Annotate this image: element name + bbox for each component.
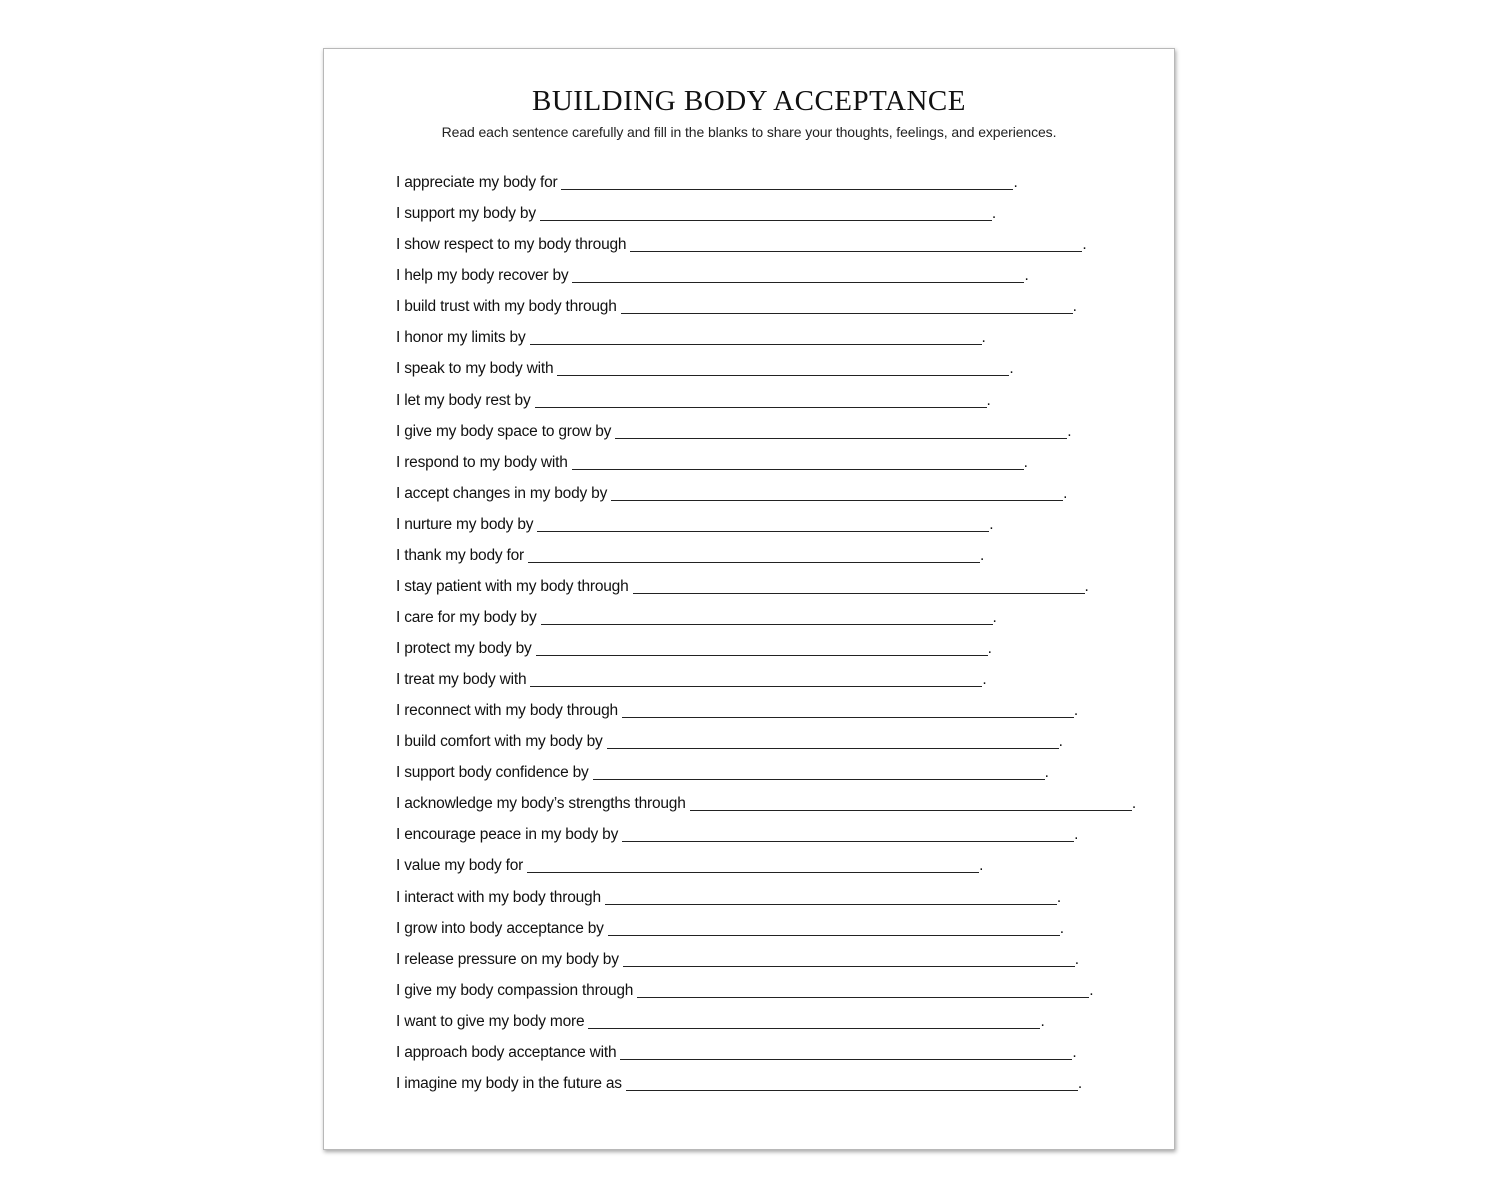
prompt-row [396, 909, 1136, 940]
fill-in-blank[interactable] [626, 1072, 1078, 1091]
period-mark: . [987, 640, 992, 657]
fill-in-blank[interactable] [527, 854, 979, 873]
prompt-row [396, 1002, 1136, 1033]
period-mark: . [981, 329, 986, 347]
prompt-label: I treat my body with [396, 671, 527, 689]
prompt-label: I value my body for [396, 857, 524, 875]
period-mark: . [1059, 919, 1064, 937]
period-mark: . [1013, 174, 1018, 192]
fill-in-blank[interactable] [607, 730, 1059, 749]
prompt-row [396, 1064, 1136, 1095]
prompt-row [396, 660, 1136, 691]
period-mark: . [1040, 1012, 1045, 1030]
prompt-row [396, 877, 1136, 908]
fill-in-blank[interactable] [633, 575, 1085, 594]
prompt-label: I want to give my body more [396, 1012, 585, 1030]
prompt-label: I give my body compassion through [396, 981, 634, 999]
prompt-label: I reconnect with my body through [396, 702, 618, 720]
fill-in-blank[interactable] [623, 948, 1075, 967]
prompt-label: I acknowledge my body’s strengths through [396, 795, 686, 813]
prompt-label: I protect my body by [396, 640, 532, 657]
prompt-row [396, 691, 1136, 722]
prompt-label: I build comfort with my body by [396, 733, 603, 751]
prompt-row [396, 349, 1136, 380]
prompt-label: I accept changes in my body by [396, 484, 608, 502]
prompt-label: I release pressure on my body by [396, 950, 619, 968]
prompt-row [396, 474, 1136, 505]
prompt-row [396, 287, 1136, 318]
period-mark: . [1074, 826, 1079, 844]
fill-in-blank[interactable] [557, 357, 1009, 376]
fill-in-blank[interactable] [620, 1041, 1072, 1060]
fill-in-blank[interactable] [605, 886, 1057, 905]
period-mark: . [1009, 360, 1014, 378]
fill-in-blank[interactable] [608, 917, 1060, 936]
period-mark: . [989, 515, 994, 533]
fill-in-blank[interactable] [530, 326, 982, 345]
fill-in-blank[interactable] [637, 979, 1089, 998]
period-mark: . [1082, 236, 1087, 254]
prompt-row [396, 318, 1136, 349]
prompt-label: I respond to my body with [396, 453, 568, 471]
fill-in-blank[interactable] [536, 637, 988, 656]
prompt-list [396, 163, 1136, 1095]
fill-in-blank[interactable] [541, 606, 993, 625]
prompt-row [396, 629, 1136, 660]
period-mark: . [1024, 267, 1029, 285]
prompt-row [396, 598, 1136, 629]
fill-in-blank[interactable] [622, 823, 1074, 842]
prompt-row [396, 380, 1136, 411]
period-mark: . [1074, 950, 1079, 968]
period-mark: . [992, 608, 997, 626]
prompt-label: I nurture my body by [396, 515, 534, 533]
prompt-row [396, 846, 1136, 877]
prompt-label: I help my body recover by [396, 267, 569, 285]
prompt-label: I show respect to my body through [396, 236, 627, 254]
prompt-row [396, 536, 1136, 567]
period-mark: . [1044, 764, 1049, 782]
period-mark: . [1063, 484, 1068, 502]
period-mark: . [1084, 577, 1089, 595]
fill-in-blank[interactable] [572, 264, 1024, 283]
prompt-label: I support my body by [396, 205, 536, 223]
fill-in-blank[interactable] [540, 202, 992, 221]
fill-in-blank[interactable] [622, 699, 1074, 718]
prompt-row [396, 505, 1136, 536]
prompt-row [396, 784, 1136, 815]
prompt-label: I appreciate my body for [396, 174, 558, 192]
prompt-label: I encourage peace in my body by [396, 826, 619, 844]
worksheet-title: BUILDING BODY ACCEPTANCE [532, 85, 966, 117]
prompt-label: I give my body space to grow by [396, 422, 612, 440]
worksheet-instructions: Read each sentence carefully and fill in the blanks to share your thoughts, feelings, and experiences. [441, 124, 1057, 140]
prompt-label: I support body confidence by [396, 764, 589, 782]
prompt-row [396, 194, 1136, 225]
prompt-row [396, 971, 1136, 1002]
period-mark: . [1073, 702, 1079, 720]
fill-in-blank[interactable] [537, 513, 989, 532]
period-mark: . [1072, 1043, 1077, 1061]
period-mark: . [980, 546, 985, 564]
period-mark: . [991, 205, 996, 223]
prompt-label: I grow into body acceptance by [396, 919, 604, 937]
prompt-label: I approach body acceptance with [396, 1043, 617, 1061]
fill-in-blank[interactable] [621, 295, 1073, 314]
period-mark: . [1072, 298, 1077, 316]
prompt-label: I interact with my body through [396, 888, 601, 906]
period-mark: . [986, 391, 991, 409]
fill-in-blank[interactable] [530, 668, 982, 687]
period-mark: . [982, 671, 987, 689]
prompt-row [396, 163, 1136, 194]
fill-in-blank[interactable] [535, 389, 987, 408]
prompt-row [396, 412, 1136, 443]
worksheet-page [323, 48, 1175, 1150]
prompt-row [396, 815, 1136, 846]
period-mark: . [1067, 422, 1072, 440]
period-mark: . [1077, 1074, 1082, 1092]
fill-in-blank[interactable] [528, 544, 980, 563]
prompt-label: I stay patient with my body through [396, 577, 629, 595]
prompt-row [396, 567, 1136, 598]
fill-in-blank[interactable] [593, 761, 1045, 780]
prompt-row [396, 256, 1136, 287]
prompt-label: I care for my body by [396, 608, 537, 626]
period-mark: . [1056, 888, 1061, 906]
prompt-row [396, 722, 1136, 753]
fill-in-blank[interactable] [588, 1010, 1040, 1029]
prompt-row [396, 225, 1136, 256]
fill-in-blank[interactable] [615, 420, 1067, 439]
prompt-row [396, 443, 1136, 474]
fill-in-blank[interactable] [630, 233, 1082, 252]
prompt-label: I speak to my body with [396, 360, 554, 378]
prompt-label: I let my body rest by [396, 391, 531, 409]
fill-in-blank[interactable] [690, 792, 1132, 811]
period-mark: . [979, 857, 984, 875]
period-mark: . [1131, 795, 1136, 813]
prompt-label: I honor my limits by [396, 329, 526, 347]
prompt-label: I build trust with my body through [396, 298, 617, 316]
prompt-row [396, 753, 1136, 784]
fill-in-blank[interactable] [561, 171, 1013, 190]
period-mark: . [1058, 733, 1063, 751]
prompt-row [396, 940, 1136, 971]
prompt-label: I thank my body for [396, 546, 525, 564]
prompt-row [396, 1033, 1136, 1064]
period-mark: . [1023, 453, 1028, 471]
fill-in-blank[interactable] [572, 451, 1024, 470]
period-mark: . [1089, 981, 1094, 999]
prompt-label: I imagine my body in the future as [396, 1074, 622, 1092]
fill-in-blank[interactable] [611, 482, 1063, 501]
